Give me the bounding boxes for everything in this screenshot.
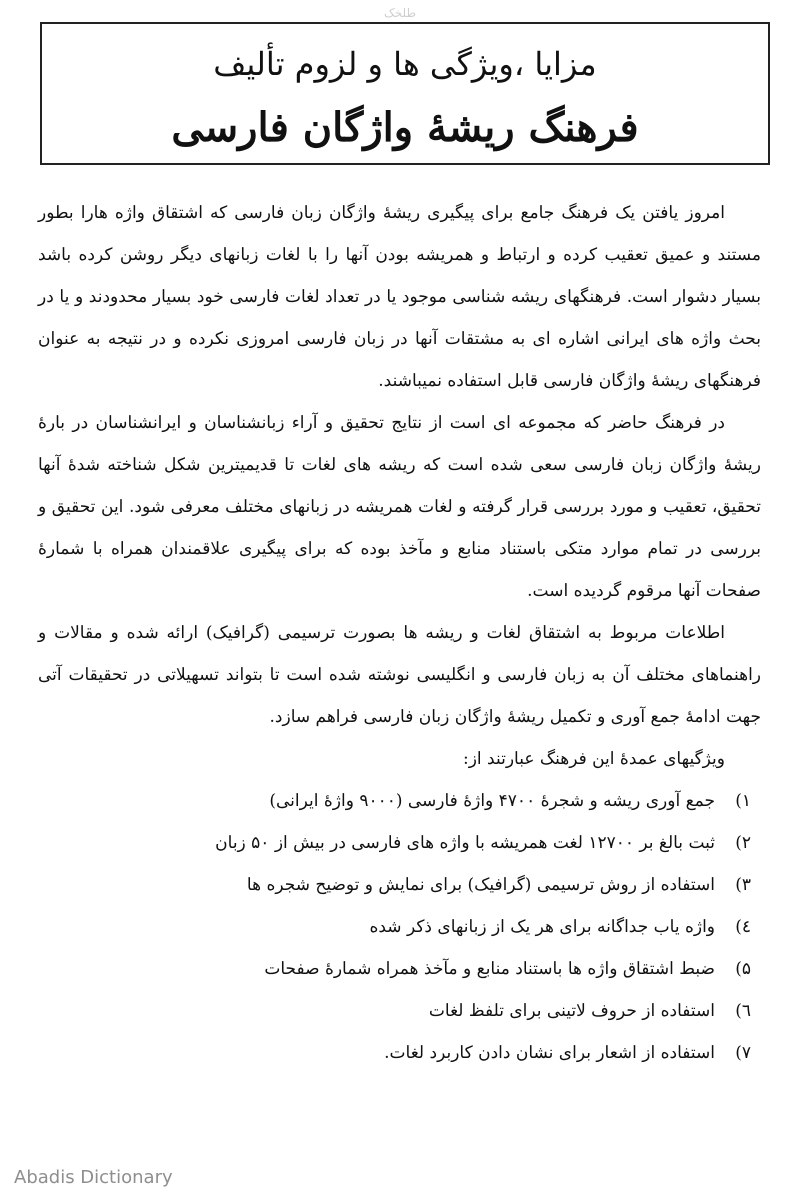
features-list [38,780,761,1074]
feature-text: استفاده از اشعار برای نشان دادن کاربرد لغات. [384,1043,715,1063]
feature-text: ضبط اشتقاق واژه ها باستناد منابع و مآخذ همراه شمارهٔ صفحات [264,959,715,979]
feature-text: جمع آوری ریشه و شجرهٔ ۴۷۰۰ واژهٔ فارسی (۹۰۰۰ واژهٔ ایرانی) [269,791,715,811]
feature-number: ۳) [735,875,751,895]
document-body [38,192,761,1074]
feature-item [38,990,761,1032]
feature-number: ٦) [735,1001,751,1021]
feature-text: استفاده از روش ترسیمی (گرافیک) برای نمایش و توضیح شجره ها [246,875,715,895]
feature-number: ۲) [735,833,751,853]
features-intro: ویژگیهای عمدهٔ این فرهنگ عبارتند از: [462,749,725,769]
feature-text: استفاده از حروف لاتینی برای تلفظ لغات [428,1001,715,1021]
feature-text: ثبت بالغ بر ۱۲۷۰۰ لغت همریشه با واژه های فارسی در بیش از ۵۰ زبان [215,833,715,853]
watermark: طلخک [383,6,416,20]
feature-number: ۷) [735,1043,751,1063]
paragraph-1: امروز یافتن یک فرهنگ جامع برای پیگیری ریشهٔ واژگان زبان فارسی که اشتقاق واژه هارا بطور مستند و عمیق تعقیب کرده و ارتباط و همریشه بودن آنها را با لغات زبانهای دیگر روشن کرده باشد بسیار دشوار است. فرهنگهای ریشه شناسی موجود یا در تعداد لغات فارسی خود بسیار محدودند و یا در بحث واژه های ایرانی اشاره ای به مشتقات آنها در زبان فارسی امروزی نکرده و در نتیجه به عنوان فرهنگهای ریشهٔ واژگان فارسی قابل استفاده نمیباشند. [38,203,761,391]
paragraph-2: در فرهنگ حاضر که مجموعه ای است از نتایج تحقیق و آراء زبانشناسان و ایرانشناسان در بارهٔ ریشهٔ واژگان زبان فارسی سعی شده است که ریشه های لغات تا قدیمیترین شکل شناخته شدهٔ آنها تحقیق، تعقیب و مورد بررسی قرار گرفته و لغات همریشه در زبانهای مختلف معرفی شود. این تحقیق و بررسی در تمام موارد متکی باستناد منابع و مآخذ بوده که برای پیگیری علاقمندان همراه با شمارهٔ صفحات آنها مرقوم گردیده است. [38,413,761,601]
feature-item [38,864,761,906]
footer-brand: Abadis Dictionary [14,1167,173,1188]
title-line-2: فرهنگ ریشهٔ واژگان فارسی [171,104,639,151]
feature-number: ٤) [735,917,751,937]
title-box [40,22,770,165]
feature-item [38,906,761,948]
feature-item [38,822,761,864]
paragraph-3: اطلاعات مربوط به اشتقاق لغات و ریشه ها بصورت ترسیمی (گرافیک) ارائه شده و مقالات و راهنماهای مختلف آن به زبان فارسی و انگلیسی نوشته شده است تا بتواند تسهیلاتی در تحقیقات آتی جهت ادامهٔ جمع آوری و تکمیل ریشهٔ واژگان زبان فارسی فراهم سازد. [38,623,761,727]
feature-number: ۵) [735,959,751,979]
feature-text: واژه یاب جداگانه برای هر یک از زبانهای ذکر شده [369,917,715,937]
feature-item [38,780,761,822]
feature-item [38,1032,761,1074]
feature-number: ۱) [735,791,751,811]
title-line-1: مزایا ،ویژگی ها و لزوم تألیف [213,45,597,83]
feature-item [38,948,761,990]
